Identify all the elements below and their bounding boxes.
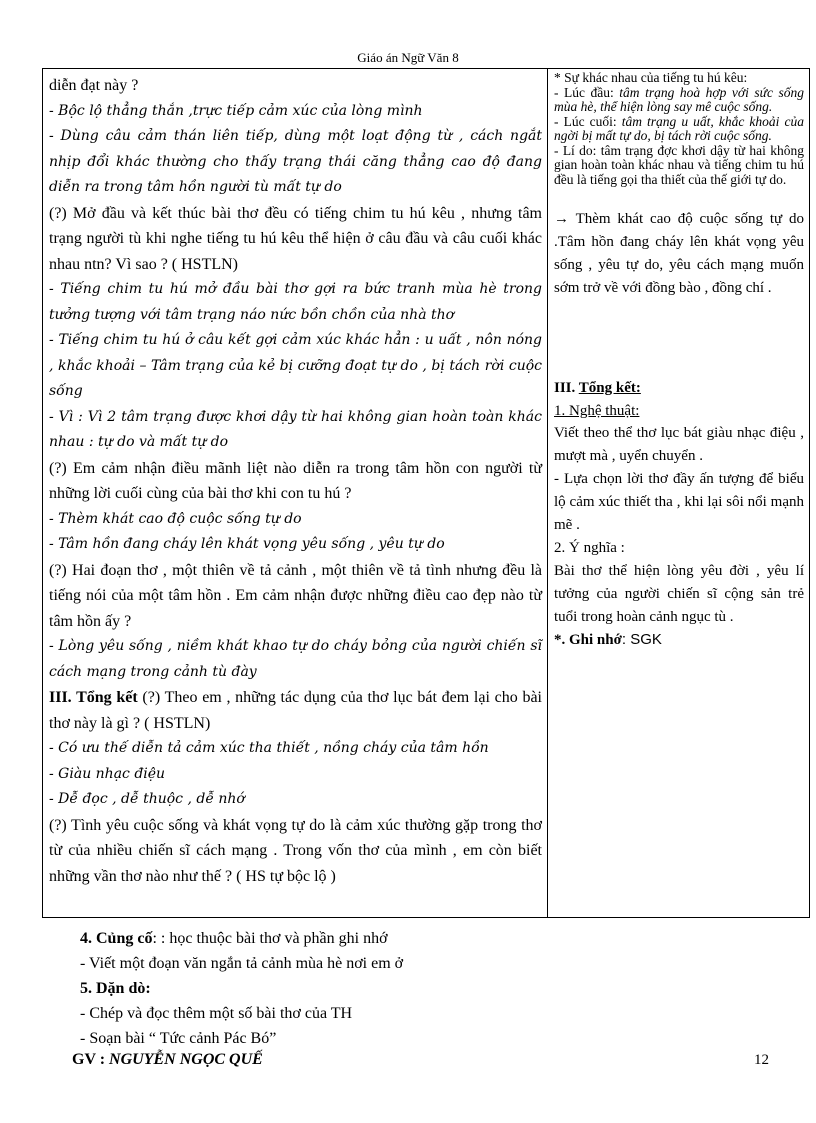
answer-line: - Lòng yêu sống , niềm khát khao tự do cháy bỏng của người chiến sĩ cách mạng trong cảnh tù đày: [49, 638, 542, 680]
right-conclusion: Thèm khát cao độ cuộc sống tự do .Tâm hồn đang cháy lên khát vọng yêu sống , yêu tự do, yêu cách mạng muốn sớm trở về với đồng bào , đồng chí .: [554, 211, 804, 296]
teacher-name: NGUYỄN NGỌC QUẾ: [109, 1051, 263, 1068]
consolidation-line: - Viết một đoạn văn ngắn tả cảnh mùa hè nơi em ở: [80, 955, 404, 972]
summary-heading: [554, 377, 804, 400]
closing-section: [80, 926, 780, 1051]
right-text: [554, 115, 804, 144]
right-text: [554, 86, 804, 115]
right-label: - Lúc cuối:: [554, 113, 617, 129]
homework-line: - Soạn bài “ Tức cảnh Pác Bó”: [80, 1030, 277, 1047]
teacher-footer: [72, 1051, 263, 1069]
art-heading: 1. Nghệ thuật:: [554, 402, 640, 419]
consolidation-line: [80, 926, 780, 951]
content-column: [548, 69, 808, 917]
arrow-icon: →: [554, 211, 569, 227]
answer-line: - Có ưu thế diễn tả cảm xúc tha thiết , nồng cháy của tâm hồn: [49, 740, 489, 756]
right-text: Bài thơ thể hiện lòng yêu đời , yêu lí tưởng của người chiến sĩ cộng sản trẻ tuổi trong hoàn cảnh ngục tù .: [554, 562, 804, 625]
answer-line: - Bộc lộ thẳng thắn ,trực tiếp cảm xúc của lòng mình: [49, 102, 423, 119]
activity-column: [43, 69, 548, 917]
consolidation-label: 4. Củng cố: [80, 930, 153, 947]
note-line: [554, 629, 804, 652]
right-text: - Lựa chọn lời thơ đầy ấn tượng để biểu lộ cảm xúc thiết tha , khi lại sôi nổi mạnh mẽ .: [554, 471, 804, 533]
right-text: * Sự khác nhau của tiếng tu hú kêu:: [554, 70, 748, 85]
answer-line: - Tiếng chim tu hú ở câu kết gợi cảm xúc khác hẳn : u uất , nôn nóng , khắc khoải – Tâm trạng của kẻ bị cưỡng đoạt tự do , bị tách rời cuộc sống: [49, 332, 542, 399]
right-text: - Lí do: tâm trạng đợc khơi dậy từ hai không gian hoàn toàn khác nhau và tiếng chim tu hú đều là tiếng gọi tha thiết của thế giới tự do.: [554, 142, 804, 187]
summary-num: III.: [554, 380, 576, 396]
summary-title: Tổng kết:: [578, 380, 641, 396]
answer-line: - Dễ đọc , dễ thuộc , dễ nhớ: [49, 791, 245, 807]
summary-label: III. Tổng kết: [49, 689, 138, 706]
question: (?) Em cảm nhận điều mãnh liệt nào diễn ra trong tâm hồn con người từ những lời cuối cùng của bài thơ khi con tu hú ?: [49, 459, 542, 502]
right-text: [554, 208, 804, 300]
question: (?) Hai đoạn thơ , một thiên về tả cảnh , một thiên về tả tình nhưng đều là tiếng nói của một tâm hồn . Em cảm nhận được những điều cao đẹp nào từ tâm hồn ấy ?: [49, 561, 542, 630]
note-text: : SGK: [621, 630, 662, 648]
answer-line: - Tâm hồn đang cháy lên khát vọng yêu sống , yêu tự do: [49, 536, 445, 552]
summary-question: [49, 685, 542, 736]
summary-question-text: (?) Theo em , những tác dụng của thơ lục bát đem lại cho bài thơ này là gì ? ( HSTLN): [49, 689, 542, 732]
answer-line: - Tiếng chim tu hú mở đầu bài thơ gợi ra bức tranh mùa hè trong tưởng tượng với tâm trạng náo nức bồn chồn của nhà thơ: [49, 281, 542, 323]
meaning-heading: 2. Ý nghĩa :: [554, 540, 625, 556]
answer-line: - Thèm khát cao độ cuộc sống tự do: [49, 510, 302, 527]
lesson-table: [42, 68, 810, 918]
homework-label: 5. Dặn dò:: [80, 980, 151, 997]
answer-line: - Giàu nhạc điệu: [49, 765, 166, 782]
teacher-label: GV :: [72, 1051, 110, 1068]
answer-line: - Vì : Vì 2 tâm trạng được khơi dậy từ hai không gian hoàn toàn khác nhau : tự do và mất tự do: [49, 408, 542, 450]
right-text: Viết theo thể thơ lục bát giàu nhạc điệu , mượt mà , uyển chuyển .: [554, 425, 804, 464]
page-header: Giáo án Ngữ Văn 8: [357, 50, 459, 65]
right-italic: tâm trạng u uất, khắc khoải của ngời bị mất tự do, bị tách rời cuộc sống.: [554, 113, 804, 143]
right-italic: tâm trạng hoà hợp với sức sống mùa hè, thể hiện lòng say mê cuộc sống.: [554, 84, 804, 114]
note-label: *. Ghi nhớ: [554, 631, 622, 648]
consolidation-text: : : học thuộc bài thơ và phần ghi nhớ: [152, 930, 388, 947]
question: (?) Tình yêu cuộc sống và khát vọng tự do là cảm xúc thường gặp trong thơ từ của nhiều chiến sĩ cách mạng . Trong vốn thơ của mình , em còn biết những vần thơ nào như thế ? ( HS tự bộc lộ ): [49, 816, 542, 885]
question: (?) Mở đầu và kết thúc bài thơ đều có tiếng chim tu hú kêu , nhưng tâm trạng người tù khi nghe tiếng tu hú kêu thể hiện ở câu đầu và câu cuối khác nhau ntn? Vì sao ? ( HSTLN): [49, 204, 542, 273]
homework-line: - Chép và đọc thêm một số bài thơ của TH: [80, 1005, 353, 1022]
page-number: 12: [754, 1052, 769, 1068]
answer-line: - Dùng câu cảm thán liên tiếp, dùng một loạt động từ , cách ngắt nhịp đổi khác thường cho thấy trạng thái căng thẳng cao độ đang diễn ra trong tâm hồn người tù mất tự do: [49, 128, 542, 195]
left-line: diễn đạt này ?: [49, 77, 139, 94]
right-label: - Lúc đầu:: [554, 84, 614, 100]
